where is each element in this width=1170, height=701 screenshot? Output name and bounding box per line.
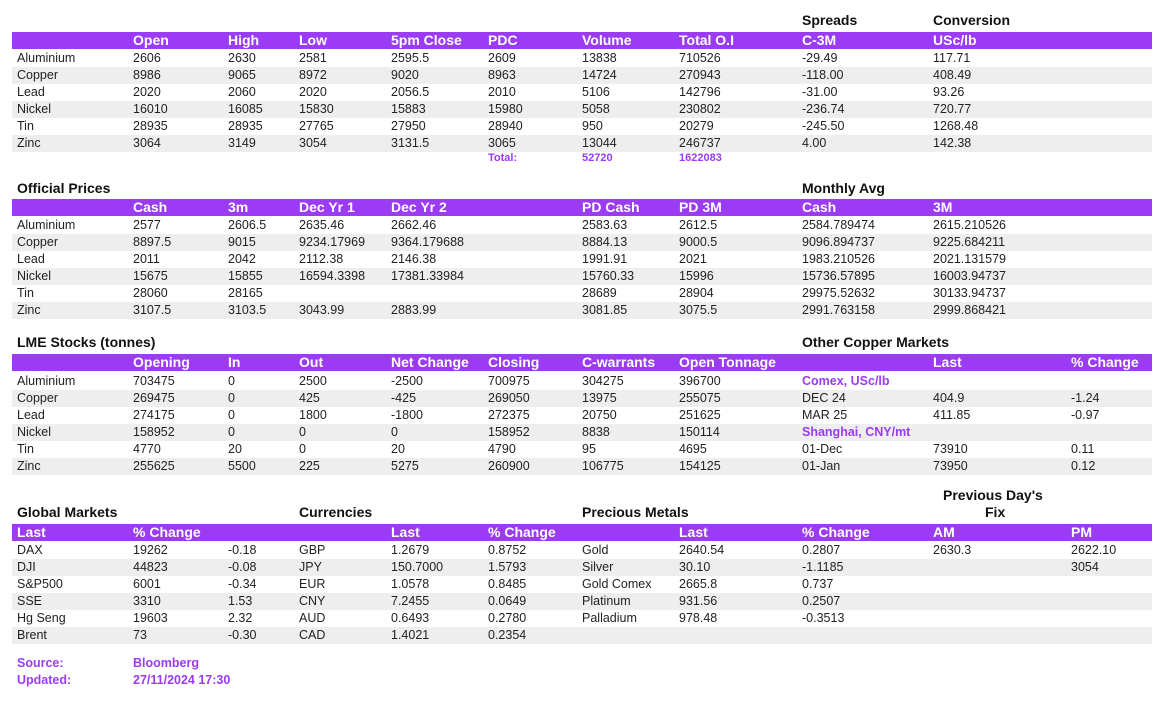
market-cell: 3065 (488, 136, 516, 150)
precious-metal-name: Silver (582, 560, 614, 574)
fix-title-line2: Fix (985, 504, 1006, 520)
market-cell: 9020 (391, 68, 419, 82)
precious-last: 2665.8 (679, 577, 718, 591)
currency-code: EUR (299, 577, 326, 591)
market-header-5: Volume (582, 32, 632, 48)
precious-header-change: % Change (802, 524, 870, 540)
official-cell: 28904 (679, 286, 714, 300)
currency-change: 0.8485 (488, 577, 527, 591)
currency-last: 1.2679 (391, 543, 430, 557)
market-metal-4: Tin (17, 119, 34, 133)
stocks-cell: -425 (391, 391, 417, 405)
market-cell: 720.77 (933, 102, 972, 116)
official-cell: 3103.5 (228, 303, 267, 317)
spreads-label: Spreads (802, 12, 858, 28)
stocks-metal-1: Copper (17, 391, 58, 405)
official-header-6: Cash (802, 199, 837, 215)
copper-change: -1.24 (1071, 391, 1100, 405)
precious-last: 2640.54 (679, 543, 725, 557)
market-cell: 3064 (133, 136, 161, 150)
precious-change: -0.3513 (802, 611, 845, 625)
official-cell: 16003.94737 (933, 269, 1006, 283)
currency-last: 150.7000 (391, 560, 444, 574)
official-cell: 2999.868421 (933, 303, 1006, 317)
precious-header-last: Last (679, 524, 708, 540)
global-index-change: -0.18 (228, 543, 257, 557)
official-cell: 2883.99 (391, 303, 437, 317)
fix-pm: 2622.10 (1071, 543, 1117, 557)
market-cell: -31.00 (802, 85, 838, 99)
total-volume: 52720 (582, 152, 613, 164)
market-cell: 270943 (679, 68, 721, 82)
stocks-cell: 4790 (488, 442, 516, 456)
precious-change: 0.737 (802, 577, 834, 591)
currency-code: CNY (299, 594, 326, 608)
market-cell: 710526 (679, 51, 721, 65)
market-cell: 408.49 (933, 68, 972, 82)
precious-metal-name: Gold Comex (582, 577, 652, 591)
currency-last: 0.6493 (391, 611, 430, 625)
stocks-cell: 106775 (582, 459, 624, 473)
stocks-cell: 0 (299, 425, 306, 439)
global-index-last: 19262 (133, 543, 168, 557)
official-cell: 15675 (133, 269, 168, 283)
currency-change: 0.2354 (488, 628, 527, 642)
currency-code: CAD (299, 628, 326, 642)
official-cell: 2042 (228, 252, 256, 266)
global-index-change: -0.30 (228, 628, 257, 642)
global-index-change: -0.34 (228, 577, 257, 591)
market-header-6: Total O.I (679, 32, 734, 48)
market-header-4: PDC (488, 32, 518, 48)
stocks-cell: 225 (299, 459, 320, 473)
market-cell: -118.00 (802, 68, 844, 82)
currency-code: JPY (299, 560, 322, 574)
official-cell: 2662.46 (391, 218, 437, 232)
official-header-2: Dec Yr 1 (299, 199, 355, 215)
official-cell: 2612.5 (679, 218, 718, 232)
official-cell: 3081.85 (582, 303, 628, 317)
fix-pm: 3054 (1071, 560, 1099, 574)
official-cell: 28165 (228, 286, 263, 300)
market-cell: -29.49 (802, 51, 838, 65)
precious-last: 30.10 (679, 560, 711, 574)
official-cell: 2584.789474 (802, 218, 875, 232)
precious-change: 0.2507 (802, 594, 841, 608)
stocks-cell: 150114 (679, 425, 720, 439)
market-cell: 28935 (228, 119, 263, 133)
market-cell: 2581 (299, 51, 327, 65)
official-cell: 2606.5 (228, 218, 267, 232)
global-index-change: 2.32 (228, 611, 253, 625)
stocks-header-5: C-warrants (582, 354, 656, 370)
market-cell: 15980 (488, 102, 523, 116)
stocks-cell: 703475 (133, 374, 175, 388)
market-cell: 2595.5 (391, 51, 430, 65)
market-cell: 5058 (582, 102, 610, 116)
updated-value: 27/11/2024 17:30 (133, 673, 231, 687)
global-index-change: 1.53 (228, 594, 253, 608)
currency-last: 1.4021 (391, 628, 430, 642)
global-markets-title: Global Markets (17, 504, 118, 520)
official-cell: 9234.17969 (299, 235, 366, 249)
official-metal-0: Aluminium (17, 218, 76, 232)
global-header-last: Last (17, 524, 46, 540)
official-cell: 3043.99 (299, 303, 345, 317)
stocks-cell: 158952 (488, 425, 530, 439)
official-cell: 3107.5 (133, 303, 172, 317)
official-metal-4: Tin (17, 286, 34, 300)
currency-last: 1.0578 (391, 577, 430, 591)
market-header-3: 5pm Close (391, 32, 462, 48)
lme-stocks-title: LME Stocks (tonnes) (17, 334, 156, 350)
global-index-name: DJI (17, 560, 36, 574)
official-cell: 2011 (133, 252, 160, 266)
currencies-title: Currencies (299, 504, 373, 520)
official-cell: 15855 (228, 269, 263, 283)
market-cell: 2056.5 (391, 85, 430, 99)
stocks-metal-0: Aluminium (17, 374, 76, 388)
stocks-cell: 0 (391, 425, 398, 439)
copper-last: 404.9 (933, 391, 965, 405)
official-cell: 29975.52632 (802, 286, 875, 300)
stocks-header-0: Opening (133, 354, 190, 370)
global-index-last: 73 (133, 628, 147, 642)
global-index-last: 19603 (133, 611, 168, 625)
stocks-cell: 1800 (299, 408, 327, 422)
official-cell: 2146.38 (391, 252, 437, 266)
official-cell: 17381.33984 (391, 269, 464, 283)
market-header-8: USc/lb (933, 32, 977, 48)
market-cell: 3131.5 (391, 136, 430, 150)
stocks-cell: 20750 (582, 408, 617, 422)
official-header-7: 3M (933, 199, 953, 215)
official-cell: 2615.210526 (933, 218, 1006, 232)
stocks-cell: 425 (299, 391, 320, 405)
stocks-metal-5: Zinc (17, 459, 41, 473)
official-cell: 2635.46 (299, 218, 345, 232)
official-cell: 28689 (582, 286, 617, 300)
market-cell: 230802 (679, 102, 721, 116)
official-prices-title: Official Prices (17, 180, 111, 196)
other-copper-header-change: % Change (1071, 354, 1139, 370)
market-cell: 1268.48 (933, 119, 979, 133)
global-index-change: -0.08 (228, 560, 257, 574)
copper-last: 73950 (933, 459, 968, 473)
fix-am: 2630.3 (933, 543, 972, 557)
market-cell: 14724 (582, 68, 617, 82)
copper-contract-label: DEC 24 (802, 391, 846, 405)
stocks-cell: 304275 (582, 374, 624, 388)
currency-change: 0.0649 (488, 594, 527, 608)
official-cell: 8897.5 (133, 235, 172, 249)
market-metal-0: Aluminium (17, 51, 76, 65)
copper-contract-label: MAR 25 (802, 408, 848, 422)
stocks-cell: 13975 (582, 391, 617, 405)
official-cell: 16594.3398 (299, 269, 366, 283)
market-cell: 2606 (133, 51, 161, 65)
precious-change: -1.1185 (802, 560, 844, 574)
stocks-cell: 0 (228, 425, 235, 439)
currency-change: 0.8752 (488, 543, 527, 557)
market-cell: 16010 (133, 102, 168, 116)
market-cell: 5106 (582, 85, 610, 99)
stocks-cell: 154125 (679, 459, 721, 473)
stocks-header-2: Out (299, 354, 324, 370)
copper-contract-label: 01-Dec (802, 442, 843, 456)
fix-title-line1: Previous Day's (943, 487, 1043, 503)
market-cell: 4.00 (802, 136, 827, 150)
official-cell: 2583.63 (582, 218, 628, 232)
stocks-cell: 20 (391, 442, 405, 456)
stocks-cell: 260900 (488, 459, 530, 473)
official-cell: 9096.894737 (802, 235, 875, 249)
currency-change: 1.5793 (488, 560, 527, 574)
official-header-4: PD Cash (582, 199, 640, 215)
stocks-cell: 158952 (133, 425, 175, 439)
fix-header-am: AM (933, 524, 955, 540)
market-cell: 27765 (299, 119, 334, 133)
precious-change: 0.2807 (802, 543, 841, 557)
market-cell: 142.38 (933, 136, 972, 150)
market-header-1: High (228, 32, 260, 48)
stocks-cell: 269475 (133, 391, 175, 405)
total-oi: 1622083 (679, 152, 722, 164)
market-cell: 93.26 (933, 85, 965, 99)
market-cell: 27950 (391, 119, 426, 133)
market-cell: 2060 (228, 85, 256, 99)
stocks-cell: 0 (228, 391, 235, 405)
market-metal-3: Nickel (17, 102, 52, 116)
official-cell: 1991.91 (582, 252, 628, 266)
copper-change: -0.97 (1071, 408, 1100, 422)
official-cell: 1983.210526 (802, 252, 875, 266)
copper-market-heading: Shanghai, CNY/mt (802, 425, 911, 439)
global-index-name: DAX (17, 543, 43, 557)
stocks-cell: 5500 (228, 459, 256, 473)
official-cell: 8884.13 (582, 235, 628, 249)
total-label: Total: (488, 152, 518, 164)
official-metal-1: Copper (17, 235, 58, 249)
stocks-cell: 20 (228, 442, 242, 456)
market-cell: -236.74 (802, 102, 845, 116)
official-metal-5: Zinc (17, 303, 41, 317)
stocks-header-4: Closing (488, 354, 540, 370)
stocks-cell: 0 (299, 442, 306, 456)
official-header-5: PD 3M (679, 199, 722, 215)
market-header-2: Low (299, 32, 327, 48)
currency-header-change: % Change (488, 524, 556, 540)
currency-header-last: Last (391, 524, 420, 540)
market-cell: 2010 (488, 85, 516, 99)
market-cell: 16085 (228, 102, 263, 116)
market-cell: 13838 (582, 51, 617, 65)
official-header-1: 3m (228, 199, 249, 215)
stocks-header-3: Net Change (391, 354, 469, 370)
monthly-avg-title: Monthly Avg (802, 180, 885, 196)
official-cell: 9225.684211 (933, 235, 1006, 249)
market-cell: 15883 (391, 102, 426, 116)
stocks-header-6: Open Tonnage (679, 354, 776, 370)
official-cell: 2112.38 (299, 252, 344, 266)
market-cell: 15830 (299, 102, 334, 116)
stocks-cell: 0 (228, 408, 235, 422)
official-metal-2: Lead (17, 252, 45, 266)
market-cell: 142796 (679, 85, 721, 99)
market-cell: 2630 (228, 51, 256, 65)
market-cell: 20279 (679, 119, 714, 133)
conversion-label: Conversion (933, 12, 1011, 28)
market-cell: 950 (582, 119, 603, 133)
stocks-cell: 95 (582, 442, 596, 456)
official-cell: 15760.33 (582, 269, 635, 283)
precious-last: 931.56 (679, 594, 718, 608)
market-cell: 8963 (488, 68, 516, 82)
official-cell: 9364.179688 (391, 235, 464, 249)
market-cell: 117.71 (933, 51, 971, 65)
stocks-metal-3: Nickel (17, 425, 52, 439)
stocks-cell: -1800 (391, 408, 423, 422)
global-index-name: Hg Seng (17, 611, 66, 625)
official-header-0: Cash (133, 199, 168, 215)
copper-change: 0.11 (1071, 442, 1095, 456)
market-cell: 2020 (299, 85, 327, 99)
market-cell: 9065 (228, 68, 256, 82)
stocks-cell: 4695 (679, 442, 707, 456)
global-index-last: 3310 (133, 594, 161, 608)
global-index-name: Brent (17, 628, 47, 642)
official-cell: 3075.5 (679, 303, 718, 317)
market-cell: 3054 (299, 136, 327, 150)
updated-label: Updated: (17, 673, 72, 687)
market-cell: 246737 (679, 136, 721, 150)
currency-code: AUD (299, 611, 326, 625)
market-cell: 2609 (488, 51, 516, 65)
stocks-header-1: In (228, 354, 241, 370)
official-cell: 30133.94737 (933, 286, 1006, 300)
official-header-3: Dec Yr 2 (391, 199, 447, 215)
official-cell: 9015 (228, 235, 256, 249)
official-cell: 2991.763158 (802, 303, 875, 317)
market-cell: 8972 (299, 68, 327, 82)
stocks-cell: 272375 (488, 408, 530, 422)
currency-last: 7.2455 (391, 594, 430, 608)
official-cell: 2021 (679, 252, 707, 266)
other-copper-title: Other Copper Markets (802, 334, 950, 350)
stocks-cell: 274175 (133, 408, 175, 422)
precious-metals-title: Precious Metals (582, 504, 689, 520)
official-cell: 28060 (133, 286, 168, 300)
global-index-last: 44823 (133, 560, 168, 574)
fix-header-pm: PM (1071, 524, 1092, 540)
market-metal-5: Zinc (17, 136, 41, 150)
stocks-cell: 396700 (679, 374, 721, 388)
currency-change: 0.2780 (488, 611, 527, 625)
stocks-cell: 269050 (488, 391, 530, 405)
stocks-cell: 700975 (488, 374, 530, 388)
market-metal-1: Copper (17, 68, 58, 82)
currency-code: GBP (299, 543, 326, 557)
precious-metal-name: Gold (582, 543, 609, 557)
official-cell: 15736.57895 (802, 269, 875, 283)
source-label: Source: (17, 656, 64, 670)
stocks-cell: 5275 (391, 459, 419, 473)
stocks-cell: -2500 (391, 374, 423, 388)
row-stripe (12, 627, 1152, 644)
stocks-cell: 0 (228, 374, 235, 388)
market-header-7: C-3M (802, 32, 837, 48)
global-index-name: SSE (17, 594, 43, 608)
global-index-name: S&P500 (17, 577, 63, 591)
other-copper-header-last: Last (933, 354, 962, 370)
market-cell: 2020 (133, 85, 161, 99)
source-value: Bloomberg (133, 656, 199, 670)
stocks-cell: 255625 (133, 459, 175, 473)
official-cell: 2021.131579 (933, 252, 1006, 266)
market-cell: -245.50 (802, 119, 845, 133)
precious-metal-name: Palladium (582, 611, 637, 625)
market-cell: 3149 (228, 136, 256, 150)
market-header-0: Open (133, 32, 169, 48)
market-cell: 28940 (488, 119, 523, 133)
global-index-last: 6001 (133, 577, 161, 591)
copper-contract-label: 01-Jan (802, 459, 841, 473)
official-cell: 9000.5 (679, 235, 718, 249)
official-cell: 2577 (133, 218, 161, 232)
global-header-change: % Change (133, 524, 201, 540)
copper-last: 73910 (933, 442, 968, 456)
stocks-cell: 251625 (679, 408, 721, 422)
stocks-cell: 8838 (582, 425, 610, 439)
official-metal-3: Nickel (17, 269, 52, 283)
stocks-metal-4: Tin (17, 442, 34, 456)
stocks-cell: 2500 (299, 374, 327, 388)
market-cell: 13044 (582, 136, 617, 150)
precious-metal-name: Platinum (582, 594, 631, 608)
copper-market-heading: Comex, USc/lb (802, 374, 890, 388)
copper-change: 0.12 (1071, 459, 1096, 473)
market-cell: 8986 (133, 68, 161, 82)
market-metal-2: Lead (17, 85, 45, 99)
stocks-cell: 255075 (679, 391, 721, 405)
stocks-metal-2: Lead (17, 408, 45, 422)
official-cell: 15996 (679, 269, 714, 283)
stocks-cell: 4770 (133, 442, 161, 456)
copper-last: 411.85 (933, 408, 971, 422)
precious-last: 978.48 (679, 611, 718, 625)
market-cell: 28935 (133, 119, 168, 133)
